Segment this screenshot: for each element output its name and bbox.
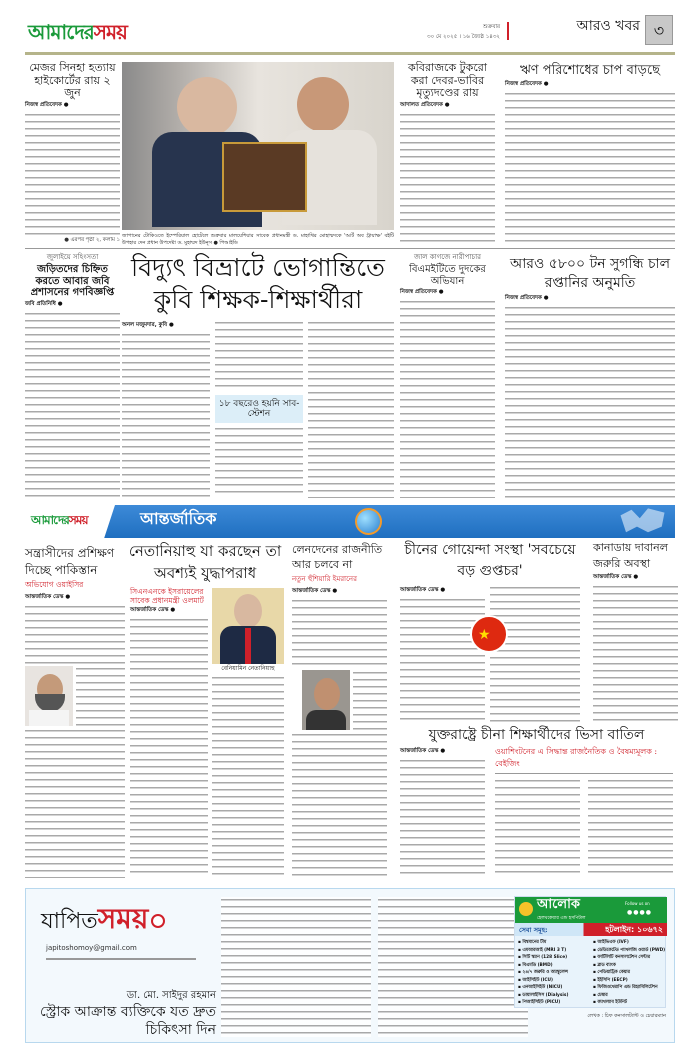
article-kubi-col2 [215, 320, 303, 498]
photo-netanyahu [212, 588, 284, 664]
byline: আন্তর্জাতিক ডেস্ক ● [400, 748, 446, 754]
article-jabi [25, 253, 120, 498]
rule [25, 248, 675, 249]
byline: আন্তর্জাতিক ডেস্ক ● [25, 593, 71, 600]
body-text [505, 305, 675, 498]
day: শুক্রবার [482, 24, 500, 30]
author-note: লেখক : চিফ কনসালট্যান্ট ও চেয়ারম্যান [587, 1013, 666, 1019]
headline-stroke: স্ট্রোক আক্রান্ত ব্যক্তিকে যত দ্রুত চিকিৎসা দিন [40, 1004, 216, 1038]
headline: সন্ত্রাসীদের প্রশিক্ষণ দিচ্ছে পাকিস্তান [25, 546, 115, 577]
banner-logo: আমাদেরসময় [31, 513, 88, 527]
japito-left [36, 897, 216, 1039]
subheadline: নতুন হুঁশিয়ারি ইমরানের [292, 575, 357, 583]
photo-block [122, 62, 394, 246]
headline-netanyahu: নেতানিয়াহু যা করছেন তা অবশ্যই যুদ্ধাপরাধ [128, 542, 282, 582]
body-text [212, 675, 284, 878]
headline: ঋণ পরিশোধের চাপ বাড়ছে [519, 63, 661, 78]
service-item: ▪ পিআইসিইউ (PICU) [518, 1000, 561, 1005]
body-text [76, 666, 125, 726]
visa-subcolumns [495, 778, 673, 878]
headline: কবিরাজকে টুকরো করা দেবর-ভাবির মৃত্যুদণ্ডের রায় [407, 61, 487, 100]
body-text [292, 732, 387, 878]
byline: অনল মজুমদার, কুবি ● [122, 322, 174, 328]
article-sinha [25, 62, 120, 244]
china-col2 [490, 585, 580, 723]
ad-alok-hospital[interactable] [514, 896, 666, 1008]
headline: আরও ৫৮০০ টন সুগন্ধি চাল রপ্তানির অনুমতি [509, 256, 671, 291]
hotline[interactable]: হটলাইন: ১০৬৭২ [605, 925, 663, 934]
visa-col2 [495, 746, 673, 878]
highlight-box: ১৮ বছরেও হয়নি সাব-স্টেশন [215, 395, 303, 424]
service-item: ▪ পেডিয়াট্রিক কেয়ার [593, 970, 630, 975]
service-item: ▪ চেম্বার [593, 992, 608, 998]
service-item: ▪ ব্লাড ব্যাংক [593, 962, 616, 968]
body-text [25, 311, 120, 498]
dateline [380, 22, 500, 42]
service-item: ▪ আইসিইউ (ICU) [518, 977, 553, 983]
article-netanyahu [122, 540, 288, 878]
follow-label: Follow us on [625, 901, 650, 906]
service-item: ▪ এমআরআই (MRI 3 T) [518, 947, 567, 953]
ad-header [515, 897, 667, 923]
service-item: ▪ ডেডিকেটেড প্যাথলজি ওয়ার্ড (PWD) [593, 947, 666, 953]
article-visa [395, 746, 678, 878]
body-text [495, 778, 580, 878]
visa-col1 [400, 746, 485, 878]
kubi-columns [122, 320, 394, 498]
photo-imran-khan [302, 670, 350, 730]
body-text [25, 728, 125, 878]
service-item: ▪ ফার্টিলিটি কনসালটেশন সেন্টার [593, 955, 650, 960]
headline-kubi: বিদ্যুৎ বিভ্রাটে ভোগান্তিতে কুবি শিক্ষক-শিক্ষার্থীরা [131, 253, 385, 314]
body-text [400, 299, 495, 498]
body-text [215, 320, 303, 392]
section-title: আরও খবর [576, 18, 640, 34]
headline: লেনদেনের রাজনীতি আর চলবে না [292, 543, 383, 571]
article-pakistan [25, 545, 125, 878]
netanyahu-col1 [130, 588, 208, 878]
japito-shomoy-box [25, 888, 675, 1043]
divider [507, 22, 509, 40]
china-col1 [400, 585, 485, 723]
headline: মেজর সিনহা হত্যায় হাইকোর্টের রায় ২ জুন [29, 61, 116, 100]
body-text [505, 91, 675, 244]
jump-line[interactable]: ● এরপর পৃষ্ঠা ২, কলাম ১ [64, 237, 120, 243]
imran-row [292, 670, 387, 730]
body-text [593, 584, 678, 723]
world-map-icon [615, 507, 670, 535]
byline: আদালত প্রতিবেদক ● [400, 101, 450, 108]
services-list-right [593, 939, 667, 1007]
body-text [292, 598, 387, 668]
ad-bar [515, 923, 667, 936]
article-kubi [122, 252, 394, 498]
body-text [400, 597, 485, 723]
body-text [122, 332, 210, 498]
section-banner [25, 505, 675, 538]
photo-credit: ● পিআইডি [213, 239, 238, 246]
body-text [400, 112, 495, 244]
clock-icon [151, 914, 165, 928]
person-head [297, 77, 349, 132]
byline: নিজস্ব প্রতিবেদক ● [505, 80, 549, 87]
service-item: ▪ আইভিএফ (IVF) [593, 940, 629, 945]
service-item: ▪ ২৪/৭ জরুরি ও অ্যাম্বুলেন্স [518, 970, 568, 975]
service-item: ▪ বিশ্বমানের টীম [518, 940, 547, 945]
service-item: ▪ ডায়ালাইসিস (Dialysis) [518, 992, 569, 998]
article-china [395, 540, 585, 723]
services-list-left [518, 939, 592, 1007]
page-number: ৩ [645, 15, 673, 45]
byline: নিজস্ব প্রতিবেদক ● [25, 101, 69, 108]
china-canada-row [395, 540, 678, 723]
photo-yunus-mahathir [122, 62, 394, 230]
byline: আন্তর্জাতিক ডেস্ক ● [400, 587, 446, 593]
body-text [221, 897, 371, 1037]
headline-visa: যুক্তরাষ্ট্রে চীনা শিক্ষার্থীদের ভিসা বাতিল [428, 726, 645, 743]
headline-china: চীনের গোয়েন্দা সংস্থা 'সবচেয়ে বড় গুপ্তচর' [404, 542, 576, 579]
byline: আন্তর্জাতিক ডেস্ক ● [130, 607, 176, 614]
email[interactable]: japitoshomoy@gmail.com [46, 944, 137, 952]
byline: নিজস্ব প্রতিবেদক ● [505, 295, 549, 301]
services-label: সেবা সমূহ: [519, 926, 548, 934]
article-bmet [400, 253, 495, 498]
caption-text: জাপানের টোকিওতে ইম্পেরিয়াল হোটেলে শুক্রবার মালয়েশিয়ার সাবেক প্রধানমন্ত্রী ড. মাহাথির মোহাম্মদকে 'আর্ট অব ট্রায়াম্ফ' বইটি উপহার দেন প্রধান উপদেষ্টা ড. মুহাম্মদ ইউনূস [122, 233, 394, 246]
service-item: ▪ এনআইসিইউ (NICU) [518, 985, 563, 990]
body-text [130, 617, 208, 878]
body-text [215, 426, 303, 498]
service-item: ▪ ফিজিওথেরাপি এন্ড রিহ্যাবিলিটেশন [593, 985, 658, 990]
masthead-logo: আমাদেরসময় [28, 20, 127, 44]
book-gift [222, 142, 307, 212]
china-flag-icon: ★ [470, 615, 508, 653]
byline: নিজস্ব প্রতিবেদক ● [400, 289, 444, 296]
body-text [490, 585, 580, 723]
service-item: ▪ ইইসিপি (EECP) [593, 977, 628, 983]
body-text [25, 604, 125, 664]
author: ডা. মো. সাইদুর রহমান [126, 989, 216, 1001]
article-canada [593, 540, 678, 723]
subheadline: ওয়াশিংটনের এ সিদ্ধান্ত রাজনৈতিক ও বৈষম্যমূলক : বেইজিং [495, 746, 673, 774]
headline: জড়িতদের চিহ্নিত করতে আবার জবি প্রশাসনের গণবিজ্ঞপ্তি [30, 264, 115, 299]
china-columns [395, 585, 585, 723]
body-text [378, 897, 528, 1037]
article-imran [292, 542, 387, 878]
japito-logo: যাপিতসময় [36, 897, 216, 944]
person-head [177, 77, 237, 137]
article-kabiraj [400, 62, 495, 244]
byline: জবি প্রতিনিধি ● [25, 300, 63, 307]
photo-caption [122, 233, 394, 246]
photo-caption: বেনিয়ামিন নেতানিয়াহু [221, 665, 275, 672]
body-text [353, 670, 387, 730]
service-item: ▪ সিটি স্ক্যান (128 Slice) [518, 955, 568, 960]
headline: বিএমইটিতে দুদকের অভিযান [409, 264, 486, 287]
article-kubi-col3 [308, 320, 394, 498]
byline: আন্তর্জাতিক ডেস্ক ● [593, 574, 639, 580]
article-rice [505, 255, 675, 498]
ad-tagline: হেলথকেয়ার এন্ড হসপিটাল [537, 916, 586, 921]
kicker: জাল কাগজে নারীপাচার [413, 253, 482, 261]
headline: কানাডায় দাবানল জরুরি অবস্থা [593, 541, 668, 570]
service-item: ▪ ক্যাথল্যাব ইউনিট [593, 1000, 627, 1005]
article-loan [505, 64, 675, 244]
netanyahu-columns [122, 588, 288, 878]
banner-title: আন্তর্জাতিক [140, 509, 217, 528]
header-rule [25, 52, 675, 55]
netanyahu-col2 [212, 588, 284, 878]
byline: আন্তর্জাতিক ডেস্ক ● [292, 588, 338, 595]
sun-logo-icon [519, 902, 533, 916]
subheadline: সিএনএনকে ইসরায়েলের সাবেক প্রধানমন্ত্রী ওলমার্ট [130, 587, 204, 605]
subheadline: অভিযোগ ওয়াইসির [25, 580, 84, 589]
social-icons[interactable]: ●●●● [627, 909, 652, 916]
body-text [308, 320, 394, 498]
date: ৩০ মে ২০২৫ । ১৬ জ্যৈষ্ঠ ১৪৩২ [427, 34, 500, 40]
owaisi-row [25, 666, 125, 726]
article-kubi-col1 [122, 320, 210, 498]
body-text [400, 758, 485, 878]
kicker: জুলাইয়ে সহিংসতা [46, 253, 99, 261]
photo-owaisi [25, 666, 73, 726]
ad-brand: আলোক [537, 897, 580, 912]
service-item: ▪ বিএমডি (BMD) [518, 962, 553, 968]
intl-right-block [395, 540, 678, 878]
body-text [25, 112, 120, 237]
globe-icon [355, 508, 382, 535]
body-text [588, 778, 673, 878]
